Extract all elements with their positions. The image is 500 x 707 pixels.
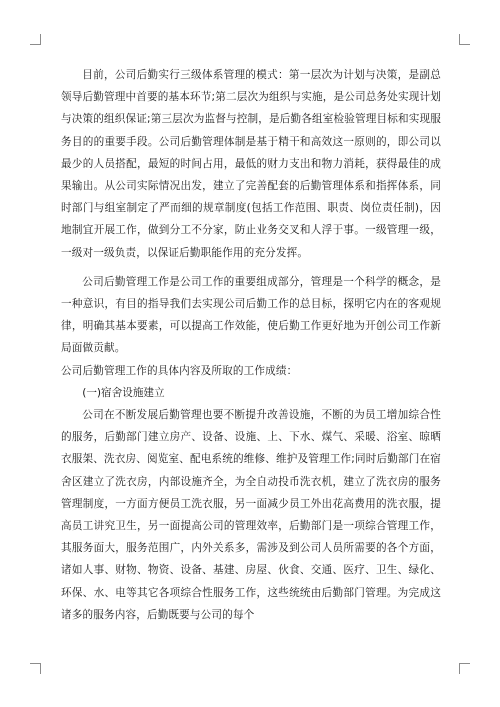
section-heading: (一)宿舍设施建立 [82,386,165,399]
document-body [61,64,441,626]
paragraph-dormitory-facilities: 公司在不断发展后勤管理也要不断提升改善设施，不断的为员工增加综合性的服务，后勤部门建立房产、设备、设施、上、下水、煤气、采暖、浴室、晾晒衣服架、洗衣房、阅览室、配电系统的维修、维护及管理工作;同时后勤部门在宿舍区建立了洗衣房，内部设施齐全，为全自动投币洗衣机，建立了洗衣房的服务管理制度，一方面方便员工洗衣服，另一面减少员工外出花高费用的洗衣服，提高员工讲究卫生，另一面提高公司的管理效率，后勤部门是一项综合管理工作，其服务面大，服务范围广，内外关系多，需涉及到公司人员所需要的各个方面，诸如人事、财物、物资、设备、基建、房屋、伙食、交通、医疗、卫生、绿化、环保、水、电等其它各项综合性服务工作，这些统统由后勤部门管理。为完成这诸多的服务内容，后勤既要与公司的每个 [61,409,441,621]
crop-mark-bottom-right [459,663,470,674]
crop-mark-top-right [459,34,470,45]
crop-mark-top-left [30,34,41,45]
lead-line: 公司后勤管理工作的具体内容及所取的工作成绩： [61,364,298,377]
crop-mark-bottom-left [30,663,41,674]
paragraph-management-system: 目前，公司后勤实行三级体系管理的模式：第一层次为计划与决策，是副总领导后勤管理中首要的基本环节;第二层次为组织与实施，是公司总务处实现计划与决策的组织保证;第三层次为监督与控制，是后勤各组室检验管理目标和实现服务目的的重要手段。公司后勤管理体制是基于精干和高效这一原则的，即公司以最少的人员搭配，最短的时间占用，最低的财力支出和物力消耗，获得最佳的成果输出。从公司实际情况出发，建立了完善配套的后勤管理体系和指挥体系，同时部门与组室制定了严而细的规章制度(包括工作范围、职责、岗位责任制)，因地制宜开展工作，做到分工不分家，防止业务交叉和人浮于事。一级管理一级，一级对一级负责，以保证后勤职能作用的充分发挥。 [61,69,441,259]
paragraph-management-importance: 公司后勤管理工作是公司工作的重要组成部分，管理是一个科学的概念，是一种意识，有目的指导我们去实现公司后勤工作的总目标，探明它内在的客观规律，明确其基本要素，可以提高工作效能，使后勤工作更好地为开创公司工作新局面做贡献。 [61,275,441,355]
